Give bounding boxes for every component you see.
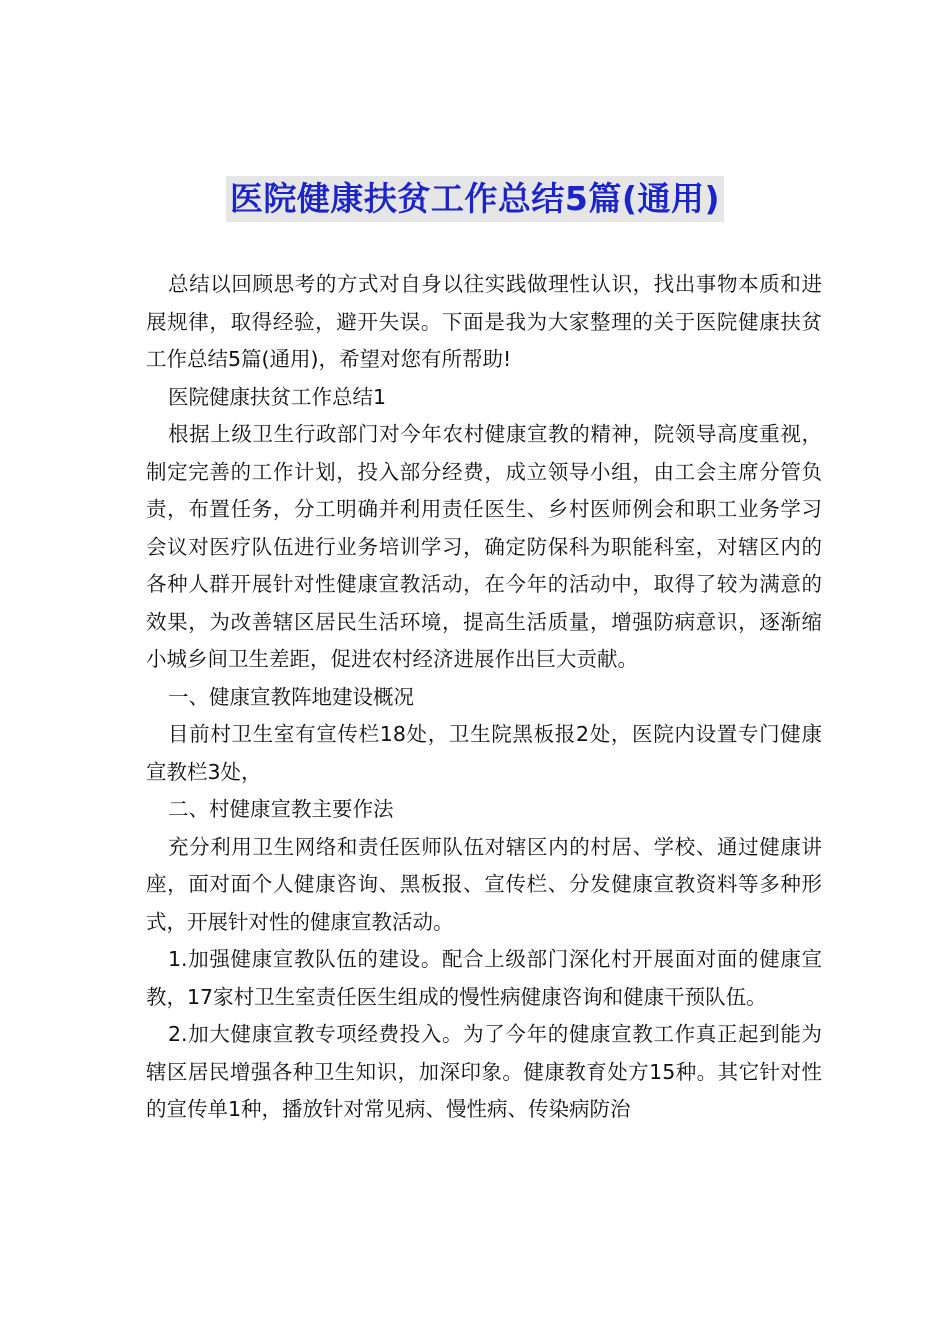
heading-1: 一、健康宣教阵地建设概况 xyxy=(168,684,414,709)
paragraph-4: 1.加强健康宣教队伍的建设。配合上级部门深化村开展面对面的健康宣教，17家村卫生室责任医生组成的慢性病健康咨询和健康干预队伍。 xyxy=(146,947,822,1009)
heading-2: 二、村健康宣教主要作法 xyxy=(168,797,394,821)
section-title: 医院健康扶贫工作总结1 xyxy=(168,384,387,409)
document-title: 医院健康扶贫工作总结5篇(通用) xyxy=(226,176,724,222)
paragraph-2: 目前村卫生室有宣传栏18处，卫生院黑板报2处，医院内设置专门健康宣教栏3处， xyxy=(146,722,822,784)
paragraph-3: 充分利用卫生网络和责任医师队伍对辖区内的村居、学校、通过健康讲座，面对面个人健康咨询、黑板报、宣传栏、分发健康宣教资料等多种形式，开展针对性的健康宣教活动。 xyxy=(146,834,822,934)
paragraph-1: 根据上级卫生行政部门对今年农村健康宣教的精神，院领导高度重视，制定完善的工作计划，投入部分经费，成立领导小组，由工会主席分管负责，布置任务，分工明确并利用责任医生、乡村医师例会和职工业务学习会议对医疗队伍进行业务培训学习，确定防保科为职能科室，对辖区内的各种人群开展针对性健康宣教活动，在今年的活动中，取得了较为满意的效果，为改善辖区居民生活环境，提高生活质量，增强防病意识，逐渐缩小城乡间卫生差距，促进农村经济进展作出巨大贡献。 xyxy=(146,422,822,671)
intro-paragraph: 总结以回顾思考的方式对自身以往实践做理性认识，找出事物本质和进展规律，取得经验，避开失误。下面是我为大家整理的关于医院健康扶贫工作总结5篇(通用)，希望对您有所帮助! xyxy=(146,272,822,371)
paragraph-5: 2.加大健康宣教专项经费投入。为了今年的健康宣教工作真正起到能为辖区居民增强各种卫生知识，加深印象。健康教育处方15种。其它针对性的宣传单1种，播放针对常见病、慢性病、传染病防治 xyxy=(146,1022,822,1121)
title-wrapper xyxy=(0,176,950,222)
document-body xyxy=(146,266,822,1129)
